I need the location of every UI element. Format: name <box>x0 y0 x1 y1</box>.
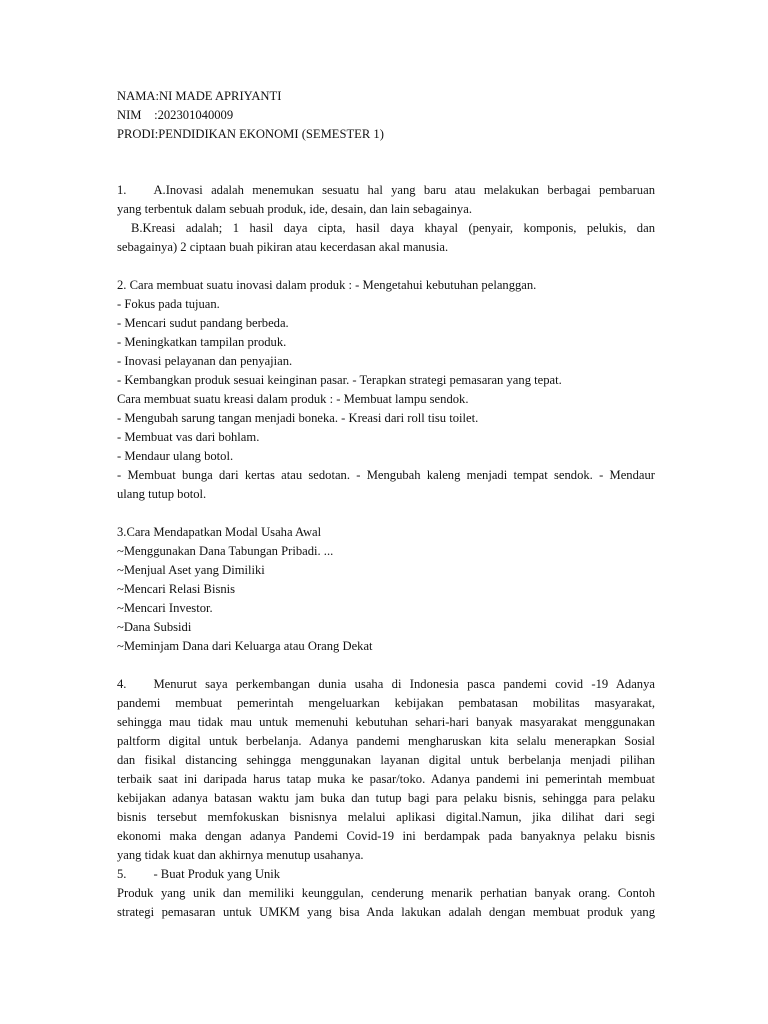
answer-2-line: - Mendaur ulang botol. <box>117 449 234 463</box>
answer-3 <box>117 523 655 656</box>
answer-1-number: 1. <box>117 183 127 197</box>
answer-5-number: 5. <box>117 867 127 881</box>
student-header <box>117 87 384 144</box>
answer-5-title: 5. - Buat Produk yang Unik <box>117 867 281 881</box>
answer-5-line: strategi pemasaran untuk UMKM yang bisa Anda lakukan adalah dengan membuat produk yang <box>117 905 655 919</box>
answer-2-last-line2: ulang tutup botol. <box>117 487 207 501</box>
answer-4-line: kebijakan adanya batasan waktu jam buka dan tutup bagi para pelaku bisnis, sehingga para pelaku <box>117 791 655 805</box>
answer-1-b-line2: sebagainya) 2 ciptaan buah pikiran atau kecerdasan akal manusia. <box>117 240 449 254</box>
answer-4-line: paltform digital untuk berbelanja. Adanya pandemi mengharuskan kita selalu menerapkan Sosial <box>117 734 655 748</box>
answer-3-item: ~Dana Subsidi <box>117 620 192 634</box>
answer-2-line: - Mengubah sarung tangan menjadi boneka. - Kreasi dari roll tisu toilet. <box>117 411 479 425</box>
answer-4-line: sehingga mau tidak mau untuk memenuhi kebutuhan sehari-hari banyak masyarakat menggunakan <box>117 715 655 729</box>
answer-5 <box>117 865 655 922</box>
answer-4-line: bisnis tersebut memfokuskan bisnisnya melalui aplikasi digital.Namun, jika dilihat dari segi <box>117 810 655 824</box>
student-nim: NIM :202301040009 <box>117 108 234 122</box>
answer-1 <box>117 181 655 257</box>
answer-2 <box>117 276 655 504</box>
answer-2-line: 2. Cara membuat suatu inovasi dalam produk : - Mengetahui kebutuhan pelanggan. <box>117 278 537 292</box>
answer-3-item: ~Mencari Relasi Bisnis <box>117 582 236 596</box>
answer-1-a-line1: 1. A.Inovasi adalah menemukan sesuatu hal yang baru atau melakukan berbagai pembaruan <box>117 183 655 197</box>
answer-4-line: dan fisikal distancing sehingga menggunakan layanan digital untuk berbelanja menjadi pilihan <box>117 753 655 767</box>
study-program: PRODI:PENDIDIKAN EKONOMI (SEMESTER 1) <box>117 127 384 141</box>
student-name: NAMA:NI MADE APRIYANTI <box>117 89 282 103</box>
answer-4 <box>117 675 655 865</box>
answer-3-item: ~Meminjam Dana dari Keluarga atau Orang Dekat <box>117 639 373 653</box>
answer-2-last-line1: - Membuat bunga dari kertas atau sedotan. - Mengubah kaleng menjadi tempat sendok. - Mendaur <box>117 468 655 482</box>
answer-3-item: ~Menjual Aset yang Dimiliki <box>117 563 265 577</box>
answer-5-line: Produk yang unik dan memiliki keunggulan, cenderung menarik perhatian banyak orang. Contoh <box>117 886 655 900</box>
answer-2-line: Cara membuat suatu kreasi dalam produk : - Membuat lampu sendok. <box>117 392 469 406</box>
answer-4-line: yang tidak kuat dan akhirnya menutup usahanya. <box>117 848 364 862</box>
answer-4-number: 4. <box>117 677 127 691</box>
answer-4-line: terbaik saat ini daripada harus tatap muka ke pasar/toko. Adanya pandemi ini pemerintah membuat <box>117 772 655 786</box>
answer-2-line: - Kembangkan produk sesuai keinginan pasar. - Terapkan strategi pemasaran yang tepat. <box>117 373 562 387</box>
answer-1-a-line2: yang terbentuk dalam sebuah produk, ide, desain, dan lain sebagainya. <box>117 202 472 216</box>
answer-2-line: - Meningkatkan tampilan produk. <box>117 335 287 349</box>
answer-4-line: ekonomi maka dengan adanya Pandemi Covid-19 ini berdampak pada banyaknya pelaku bisnis <box>117 829 655 843</box>
answer-3-item: ~Menggunakan Dana Tabungan Pribadi. ... <box>117 544 334 558</box>
answer-2-line: - Fokus pada tujuan. <box>117 297 220 311</box>
answer-4-line: pandemi membuat pemerintah mengeluarkan kebijakan pembatasan mobilitas masyarakat, <box>117 696 655 710</box>
answer-4-line: 4. Menurut saya perkembangan dunia usaha di Indonesia pasca pandemi covid -19 Adanya <box>117 677 655 691</box>
answer-2-line: - Membuat vas dari bohlam. <box>117 430 260 444</box>
answer-2-line: - Inovasi pelayanan dan penyajian. <box>117 354 293 368</box>
answer-3-item: ~Mencari Investor. <box>117 601 213 615</box>
answer-1-b-line1: B.Kreasi adalah; 1 hasil daya cipta, hasil daya khayal (penyair, komponis, pelukis, dan <box>131 221 655 235</box>
answer-3-title: 3.Cara Mendapatkan Modal Usaha Awal <box>117 525 322 539</box>
answer-2-line: - Mencari sudut pandang berbeda. <box>117 316 289 330</box>
